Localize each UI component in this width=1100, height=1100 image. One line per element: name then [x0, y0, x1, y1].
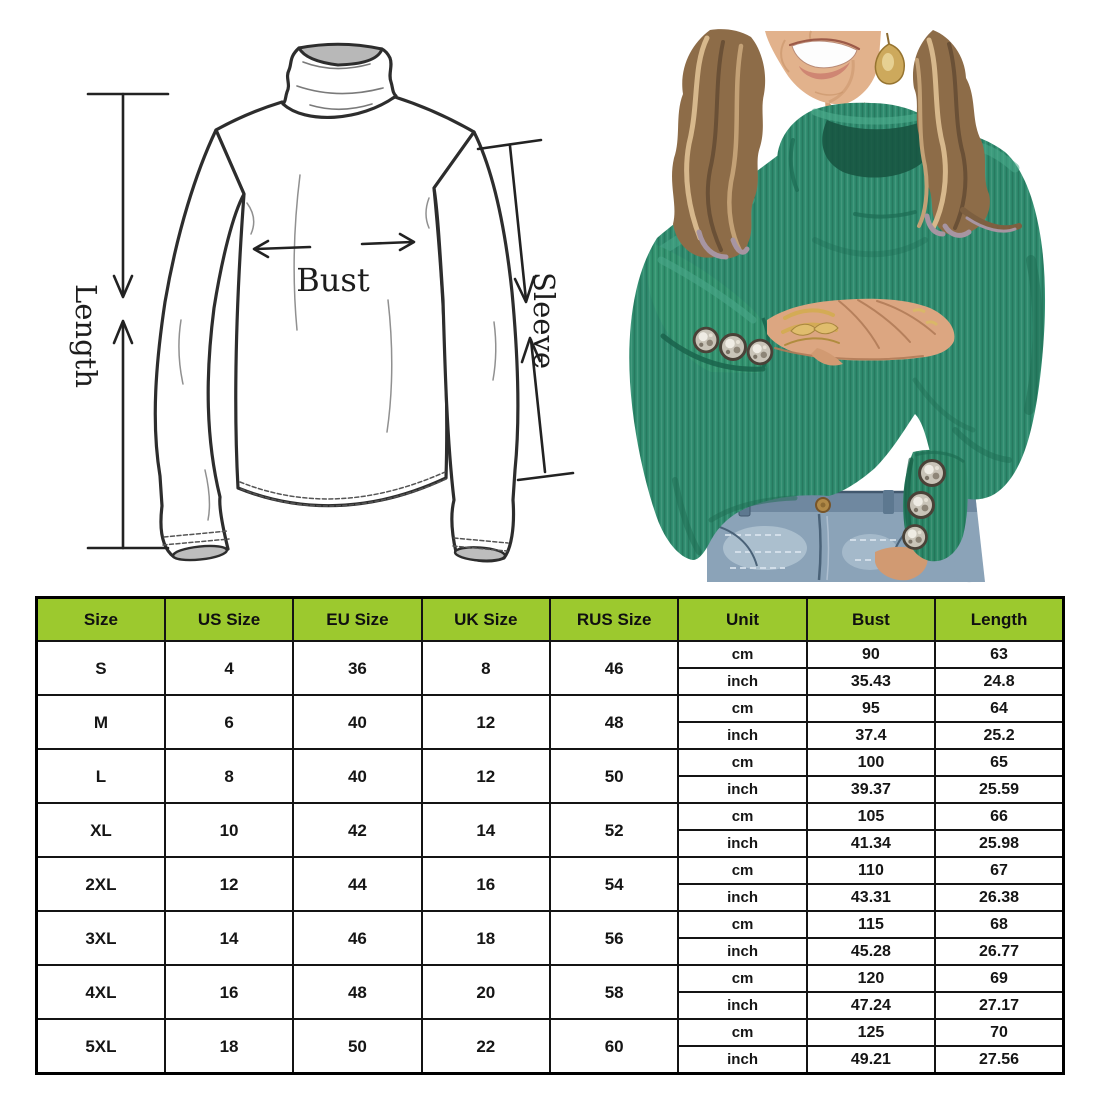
size-value-cell: 40 [293, 749, 421, 803]
size-value-cell: 12 [165, 857, 293, 911]
bust-cell: 95 [807, 695, 935, 722]
unit-cell: inch [678, 992, 806, 1019]
table-row [37, 965, 1064, 992]
column-header-uk-size: UK Size [422, 598, 550, 642]
length-cell: 26.77 [935, 938, 1063, 965]
unit-cell: inch [678, 776, 806, 803]
bust-cell: 35.43 [807, 668, 935, 695]
size-value-cell: 48 [550, 695, 678, 749]
sleeve-label: Sleeve [527, 272, 561, 370]
bust-cell: 39.37 [807, 776, 935, 803]
table-row [37, 749, 1064, 776]
size-value-cell: 14 [422, 803, 550, 857]
unit-cell: inch [678, 668, 806, 695]
size-value-cell: 6 [165, 695, 293, 749]
size-value-cell: 18 [165, 1019, 293, 1074]
size-value-cell: 8 [165, 749, 293, 803]
size-value-cell: 52 [550, 803, 678, 857]
bust-cell: 37.4 [807, 722, 935, 749]
length-cell: 68 [935, 911, 1063, 938]
size-value-cell: 36 [293, 641, 421, 695]
bust-cell: 100 [807, 749, 935, 776]
table-row [37, 803, 1064, 830]
size-chart-table [35, 596, 1065, 1075]
unit-cell: cm [678, 911, 806, 938]
bust-label: Bust [296, 261, 370, 299]
length-cell: 64 [935, 695, 1063, 722]
size-value-cell: 14 [165, 911, 293, 965]
size-value-cell: 16 [422, 857, 550, 911]
size-value-cell: 46 [293, 911, 421, 965]
length-cell: 25.59 [935, 776, 1063, 803]
size-cell: 3XL [37, 911, 165, 965]
unit-cell: inch [678, 884, 806, 911]
size-value-cell: 58 [550, 965, 678, 1019]
size-cell: 2XL [37, 857, 165, 911]
unit-cell: inch [678, 938, 806, 965]
size-value-cell: 44 [293, 857, 421, 911]
size-value-cell: 60 [550, 1019, 678, 1074]
bust-cell: 43.31 [807, 884, 935, 911]
column-header-eu-size: EU Size [293, 598, 421, 642]
sweater-line-drawing [155, 44, 518, 562]
size-value-cell: 12 [422, 695, 550, 749]
length-cell: 65 [935, 749, 1063, 776]
size-value-cell: 48 [293, 965, 421, 1019]
bust-cell: 47.24 [807, 992, 935, 1019]
bust-cell: 120 [807, 965, 935, 992]
unit-cell: cm [678, 803, 806, 830]
size-cell: 4XL [37, 965, 165, 1019]
size-value-cell: 22 [422, 1019, 550, 1074]
size-value-cell: 40 [293, 695, 421, 749]
unit-cell: cm [678, 749, 806, 776]
column-header-rus-size: RUS Size [550, 598, 678, 642]
unit-cell: inch [678, 830, 806, 857]
bust-cell: 115 [807, 911, 935, 938]
length-cell: 26.38 [935, 884, 1063, 911]
bust-cell: 90 [807, 641, 935, 668]
unit-cell: cm [678, 857, 806, 884]
size-value-cell: 4 [165, 641, 293, 695]
length-cell: 70 [935, 1019, 1063, 1046]
size-cell: M [37, 695, 165, 749]
length-cell: 66 [935, 803, 1063, 830]
size-value-cell: 20 [422, 965, 550, 1019]
length-cell: 27.17 [935, 992, 1063, 1019]
size-value-cell: 50 [293, 1019, 421, 1074]
sweater-measurement-diagram [0, 0, 615, 590]
size-value-cell: 50 [550, 749, 678, 803]
size-cell: L [37, 749, 165, 803]
size-value-cell: 42 [293, 803, 421, 857]
table-row [37, 1019, 1064, 1046]
bust-cell: 105 [807, 803, 935, 830]
size-value-cell: 54 [550, 857, 678, 911]
size-value-cell: 8 [422, 641, 550, 695]
column-header-length: Length [935, 598, 1063, 642]
unit-cell: inch [678, 722, 806, 749]
length-cell: 69 [935, 965, 1063, 992]
length-label: Length [69, 284, 103, 388]
column-header-size: Size [37, 598, 165, 642]
column-header-bust: Bust [807, 598, 935, 642]
bust-cell: 41.34 [807, 830, 935, 857]
length-cell: 25.98 [935, 830, 1063, 857]
table-row [37, 857, 1064, 884]
size-value-cell: 18 [422, 911, 550, 965]
table-row [37, 695, 1064, 722]
size-chart-head-row [37, 598, 1064, 642]
unit-cell: cm [678, 1019, 806, 1046]
size-value-cell: 16 [165, 965, 293, 1019]
unit-cell: inch [678, 1046, 806, 1074]
column-header-unit: Unit [678, 598, 806, 642]
size-value-cell: 12 [422, 749, 550, 803]
size-value-cell: 56 [550, 911, 678, 965]
unit-cell: cm [678, 641, 806, 668]
table-row [37, 911, 1064, 938]
table-row [37, 641, 1064, 668]
length-cell: 67 [935, 857, 1063, 884]
size-value-cell: 10 [165, 803, 293, 857]
length-cell: 24.8 [935, 668, 1063, 695]
unit-cell: cm [678, 965, 806, 992]
size-chart-body [37, 641, 1064, 1074]
size-value-cell: 46 [550, 641, 678, 695]
bust-cell: 125 [807, 1019, 935, 1046]
column-header-us-size: US Size [165, 598, 293, 642]
bust-cell: 49.21 [807, 1046, 935, 1074]
length-cell: 25.2 [935, 722, 1063, 749]
size-cell: S [37, 641, 165, 695]
size-cell: 5XL [37, 1019, 165, 1074]
bust-cell: 110 [807, 857, 935, 884]
size-cell: XL [37, 803, 165, 857]
bust-cell: 45.28 [807, 938, 935, 965]
length-cell: 27.56 [935, 1046, 1063, 1074]
product-photo [615, 0, 1100, 590]
unit-cell: cm [678, 695, 806, 722]
length-cell: 63 [935, 641, 1063, 668]
